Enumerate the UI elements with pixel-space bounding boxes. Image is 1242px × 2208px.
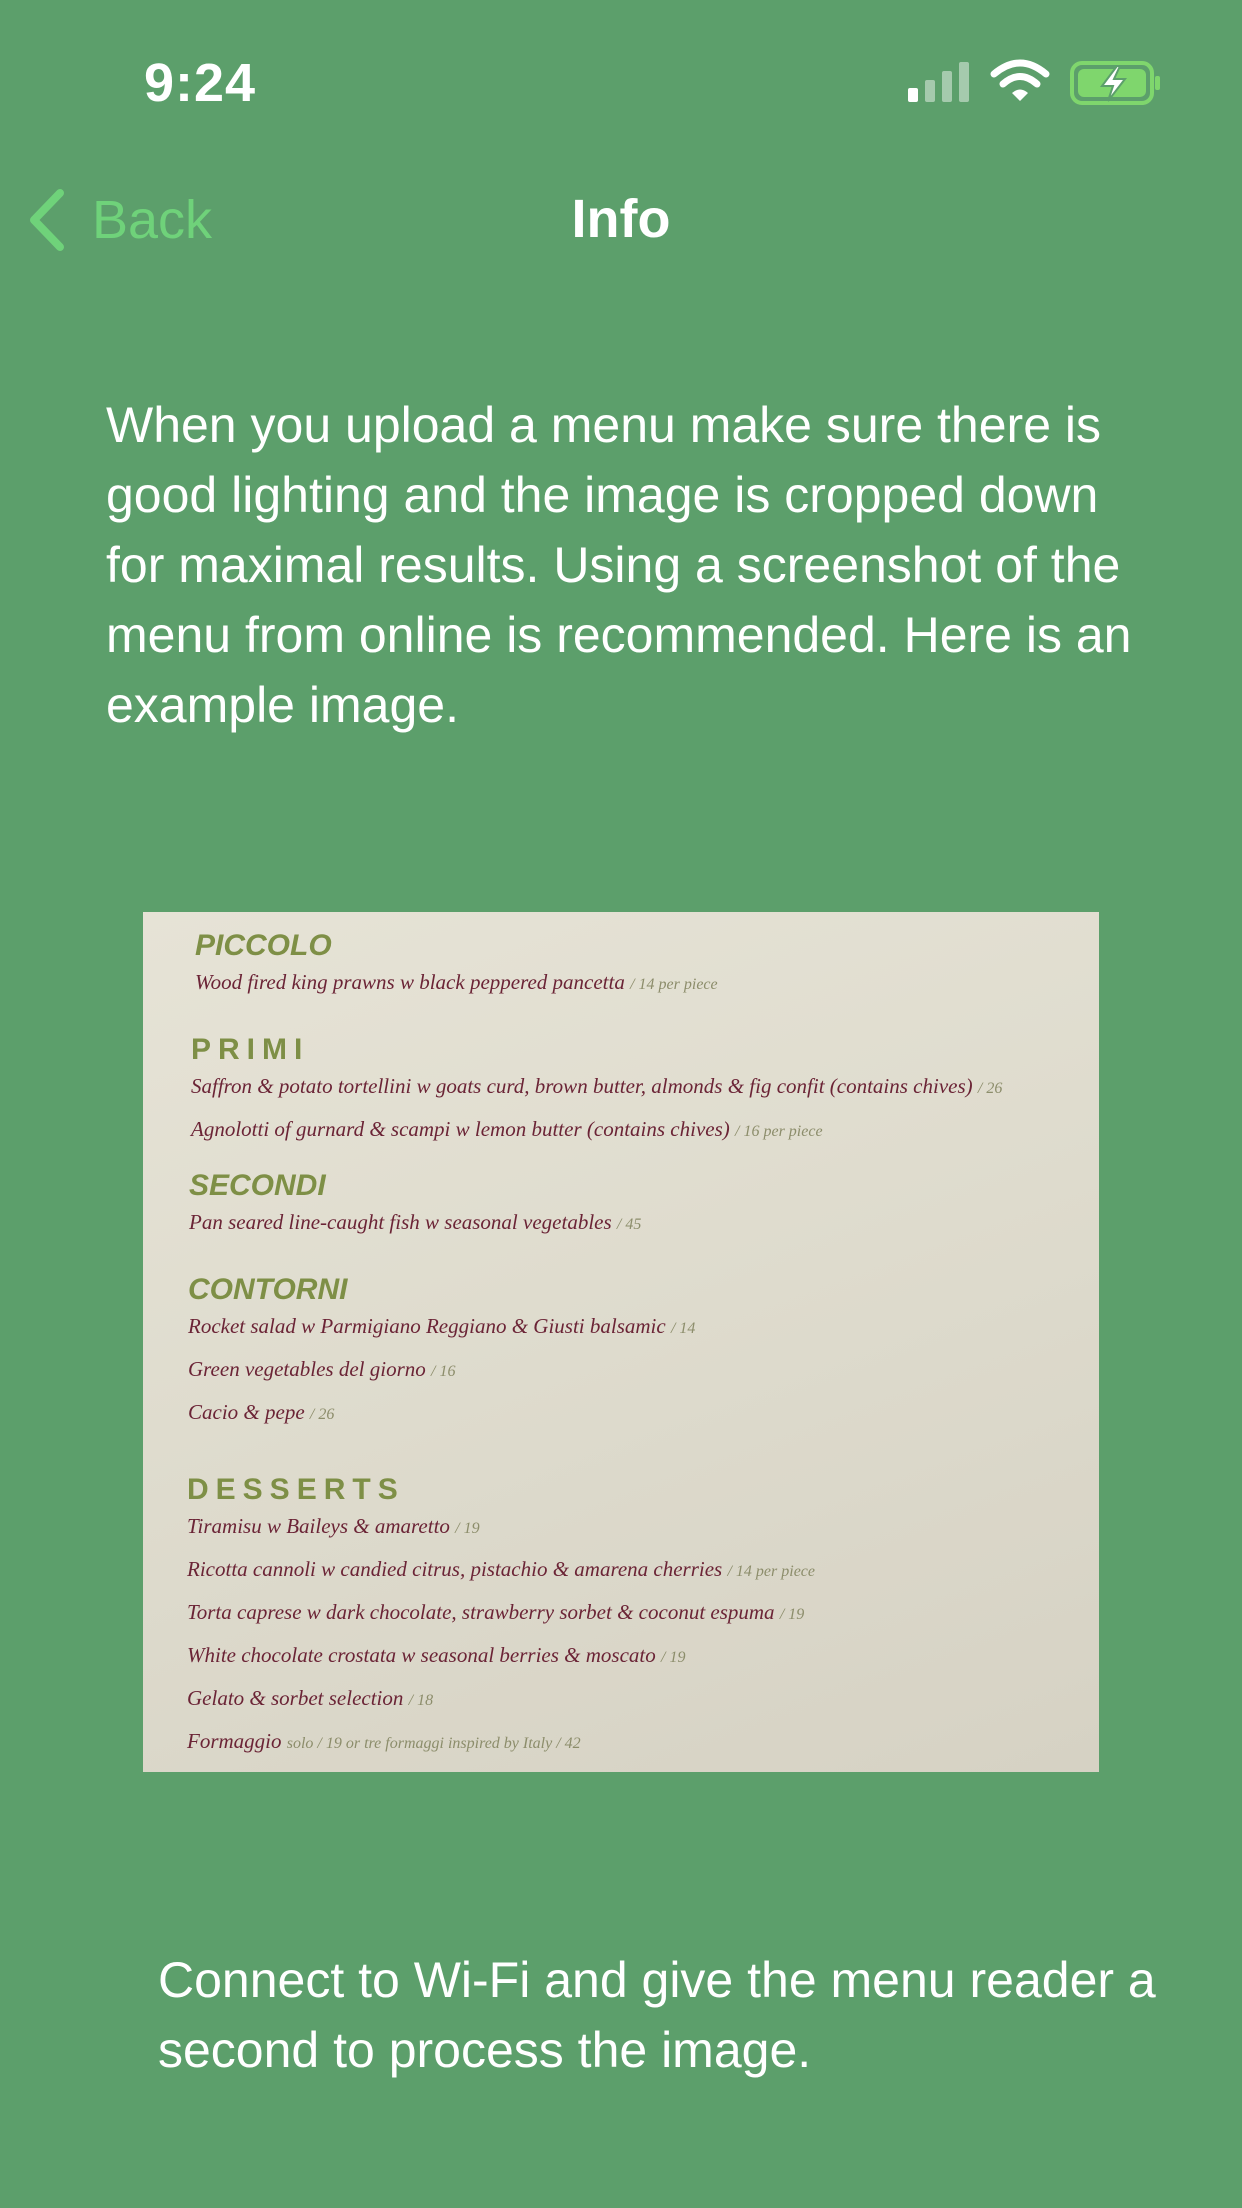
menu-item-name: White chocolate crostata w seasonal berries & moscato [187, 1643, 656, 1667]
menu-item-name: Torta caprese w dark chocolate, strawberry sorbet & coconut espuma [187, 1600, 775, 1624]
menu-section-piccolo [195, 930, 718, 1005]
menu-item-price: / 19 [661, 1649, 686, 1666]
menu-item-name: Rocket salad w Parmigiano Reggiano & Giusti balsamic [188, 1314, 666, 1338]
menu-item-name: Gelato & sorbet selection [187, 1686, 404, 1710]
menu-heading: DESSERTS [187, 1473, 405, 1506]
menu-heading: PICCOLO [195, 929, 332, 962]
menu-item-price: / 26 [977, 1080, 1003, 1097]
menu-item-name: Formaggio [187, 1729, 282, 1753]
menu-item-price: solo / 19 or tre formaggi inspired by Italy / 42 [286, 1735, 581, 1752]
menu-item [195, 962, 718, 1005]
menu-item [187, 1635, 815, 1678]
menu-item-price: / 16 per piece [735, 1123, 823, 1140]
battery-charging-icon [1070, 60, 1162, 106]
menu-item-price: / 45 [616, 1216, 642, 1233]
wifi-tip-text: Connect to Wi-Fi and give the menu reader a second to process the image. [158, 1952, 1156, 2078]
menu-item-price: / 18 [408, 1692, 434, 1709]
menu-item [187, 1592, 815, 1635]
menu-item-price: / 26 [309, 1406, 335, 1423]
menu-item [187, 1549, 815, 1592]
menu-item-name: Tiramisu w Baileys & amaretto [187, 1514, 450, 1538]
menu-item-name: Agnolotti of gurnard & scampi w lemon butter (contains chives) [191, 1117, 730, 1141]
menu-item [187, 1678, 815, 1721]
menu-item-price: / 19 [455, 1520, 480, 1537]
menu-item [188, 1349, 695, 1392]
status-time: 9:24 [144, 53, 257, 113]
menu-item [188, 1306, 695, 1349]
menu-section-contorni [188, 1274, 695, 1435]
status-bar [0, 0, 1242, 150]
menu-item [187, 1721, 815, 1764]
wifi-icon [990, 58, 1050, 104]
menu-item [187, 1506, 815, 1549]
instructions-text: When you upload a menu make sure there is good lighting and the image is cropped down for maximal results. Using a screenshot of the menu from online is recommended. Here is an example image. [106, 397, 1132, 733]
menu-section-desserts [187, 1474, 815, 1764]
menu-item [189, 1202, 641, 1245]
menu-item [191, 1109, 1002, 1152]
menu-section-primi [191, 1034, 1002, 1152]
menu-item-price: / 19 [779, 1606, 805, 1623]
menu-item-price: / 14 per piece [727, 1563, 816, 1580]
menu-heading: SECONDI [189, 1169, 326, 1202]
menu-section-secondi [189, 1170, 641, 1245]
menu-item-price: / 16 [431, 1363, 456, 1380]
back-label: Back [92, 190, 213, 250]
menu-item-name: Green vegetables del giorno [188, 1357, 426, 1381]
menu-item-name: Saffron & potato tortellini w goats curd, brown butter, almonds & fig confit (contains chives) [191, 1074, 973, 1098]
signal-icon [908, 60, 970, 104]
menu-item-name: Pan seared line-caught fish w seasonal vegetables [189, 1210, 612, 1234]
menu-heading: CONTORNI [188, 1273, 348, 1306]
nav-bar [0, 170, 1242, 270]
menu-item-name: Cacio & pepe [188, 1400, 305, 1424]
example-menu-image [143, 912, 1099, 1772]
menu-item-name: Wood fired king prawns w black peppered pancetta [195, 970, 625, 994]
menu-item-price: / 14 [670, 1320, 696, 1337]
page-title: Info [571, 189, 671, 249]
menu-item [188, 1392, 695, 1435]
menu-item [191, 1066, 1002, 1109]
menu-item-price: / 14 per piece [630, 976, 718, 993]
menu-item-name: Ricotta cannoli w candied citrus, pistachio & amarena cherries [187, 1557, 723, 1581]
menu-heading: PRIMI [191, 1033, 310, 1066]
